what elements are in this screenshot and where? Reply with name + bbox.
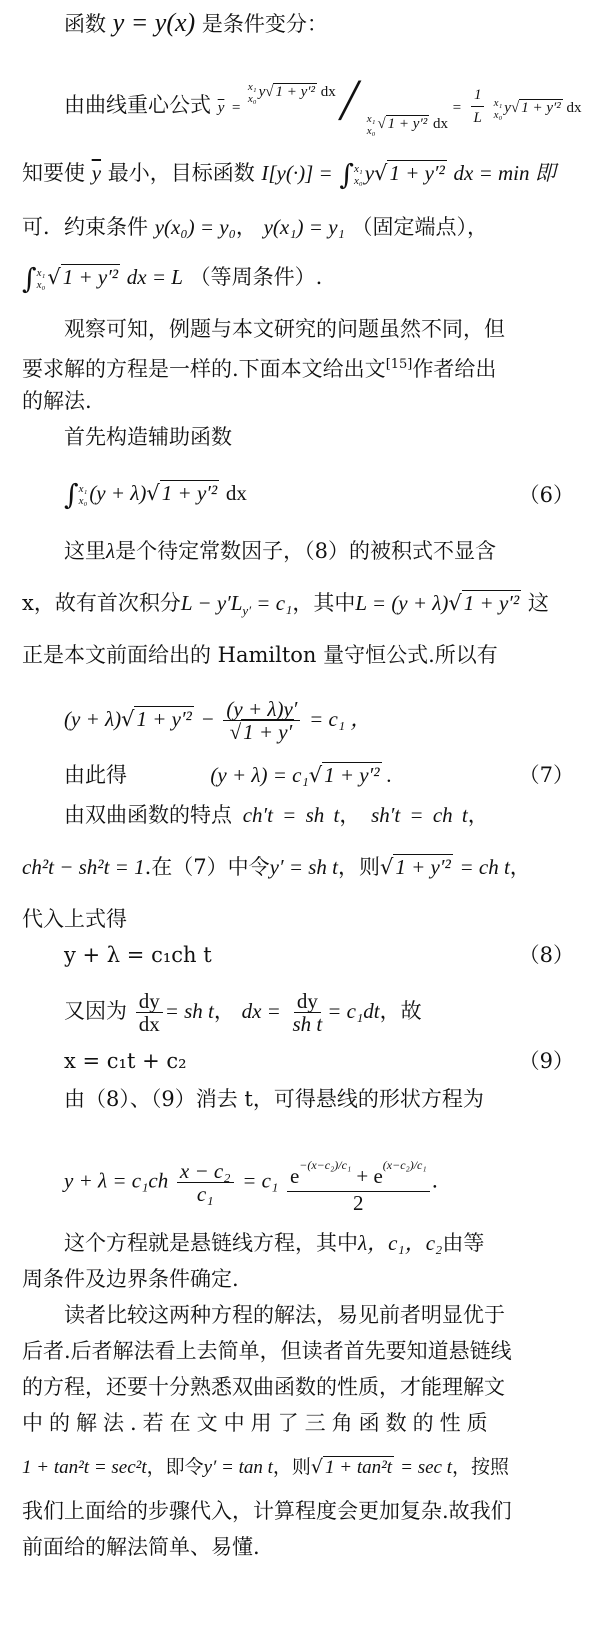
text: ， — [213, 999, 235, 1023]
lower-limit: x₀ — [36, 278, 46, 291]
dx: dx — [566, 100, 582, 116]
num: x − c₂ — [177, 1160, 234, 1183]
constraint-line — [22, 212, 488, 242]
sqrt-body: 1 + y′² — [395, 855, 451, 879]
text: 是条件变分： — [201, 12, 328, 36]
lower-limit: x₀ — [354, 174, 363, 187]
isoperimetric-line: ∫ x₁ x₀ √1 + y′² dx = L （等周条件）. — [22, 262, 323, 295]
lower-limit: x₀ — [247, 92, 257, 105]
text: ， — [339, 803, 361, 827]
text: = c₁ — [251, 591, 293, 615]
one-over-L — [471, 84, 485, 129]
equation-8: y + λ = c₁ch t — [64, 943, 212, 967]
first-integral: L − y′L — [180, 591, 243, 615]
den: dx — [138, 1012, 160, 1036]
den: 2 — [352, 1191, 364, 1215]
objective-line: 知要使 $\overline{y}$ 最小，目标函数 I[y(·)] = ∫ x₁ x₀ y√1 + y′² dx = min 即 — [22, 158, 556, 191]
integral-sign: ∫ — [64, 478, 79, 511]
text: 又因为 — [64, 999, 127, 1023]
text: dx = — [241, 999, 281, 1023]
text: ，即令 — [146, 1456, 204, 1478]
separator: ， — [235, 215, 257, 239]
line-1 — [64, 8, 328, 39]
den: √1 + y′ — [229, 720, 293, 744]
fraction — [136, 990, 163, 1035]
fraction — [287, 1150, 430, 1214]
paragraph-line: x，故有首次积分$L - y'L_{y'} = c_1$，其中L = (y + λ)√1 + y′² 这 — [22, 591, 549, 619]
paragraph-line: 后者.后者解法看上去简单，但读者首先要知道悬链线 — [22, 1339, 512, 1363]
paragraph-line — [64, 990, 422, 1035]
text: ，则 — [272, 1456, 311, 1478]
sqrt-body: 1 + y′² — [161, 481, 218, 505]
equation-number: （7） — [518, 763, 574, 787]
sqrt-body: 1 + y′² — [275, 84, 316, 100]
text: y + λ = c₁ch — [64, 1168, 169, 1193]
text: ，则 — [338, 855, 380, 879]
sqrt-body: 1 + tan²t — [325, 1457, 393, 1478]
hamilton-equation: (y + λ)√1 + y′² − $\frac{(y + \lambda)y'}{√1 + y'}$ = c₁ ， — [64, 697, 372, 744]
equation-number: （8） — [518, 943, 574, 967]
lagrangian: L = (y + λ) — [355, 591, 449, 615]
variables: λ，c₁，c₂ — [358, 1231, 443, 1255]
text: dx = min 即 — [453, 161, 556, 185]
equation-number: （9） — [518, 1049, 574, 1073]
text: ch′t = sh t — [242, 803, 340, 827]
sqrt-body: 1 + y′² — [136, 707, 192, 731]
dx: dx — [225, 481, 247, 505]
text: ，按照 — [452, 1456, 510, 1478]
upper-limit: x₁ — [247, 80, 257, 93]
text: (y + λ) — [64, 707, 122, 731]
text: = ch t — [459, 855, 510, 879]
text: (y + λ) — [89, 481, 147, 505]
text: (y + λ) = c₁ — [210, 763, 309, 787]
text: 是个待定常数因子，（8）的被积式不显含 — [115, 539, 496, 563]
text: 作者给出 — [412, 357, 497, 381]
e: e — [289, 1164, 300, 1188]
y-bar: $\overline{y}$ — [91, 161, 102, 185]
den: L — [473, 110, 482, 126]
centroid-formula-line — [64, 80, 582, 137]
text: 这个方程就是悬链线方程，其中 — [64, 1231, 358, 1255]
sqrt-body: 1 + y′² — [463, 591, 520, 615]
text: x，故有首次积分 — [22, 591, 181, 615]
lower-limit: x₀ — [366, 124, 376, 137]
text: 最小，目标函数 — [107, 161, 255, 185]
y-bar: $\overline{y}$ — [217, 100, 225, 116]
paragraph-line: 1 + tan²t = sec²t，即令y′ = tan t，则√ 1 + tan²t = sec t，按照 — [22, 1456, 510, 1478]
text: （固定端点）， — [351, 215, 489, 239]
text: （等周条件）. — [189, 265, 323, 289]
exponent: (x−c₂)/c₁ — [382, 1158, 427, 1172]
text: = c₁ ， — [309, 707, 372, 731]
text: 函数 — [64, 12, 106, 36]
text: 由等 — [442, 1231, 485, 1255]
paragraph-line: 周条件及边界条件确定. — [22, 1267, 239, 1291]
upper-limit: x₁ — [78, 482, 88, 495]
text: = c₁dt — [327, 999, 380, 1023]
text: 这 — [527, 591, 549, 615]
text: ，其中 — [292, 591, 356, 615]
dx: dx — [432, 116, 448, 132]
eq-sign: = — [231, 100, 242, 116]
paragraph-line: 我们上面给的步骤代入，计算程度会更加复杂.故我们 — [22, 1499, 512, 1523]
text: 这里 — [64, 539, 106, 563]
subscript: y′ — [242, 603, 252, 619]
text: dx = L — [126, 265, 183, 289]
y: y — [258, 84, 266, 100]
num: (y + λ)y′ — [223, 698, 300, 721]
upper-limit: x₁ — [354, 162, 363, 175]
equation-9: x = c₁t + c₂ — [64, 1049, 187, 1073]
num: dy — [136, 990, 163, 1013]
catenary-equation — [64, 1150, 438, 1214]
upper-limit: x₁ — [366, 112, 376, 125]
text: 知要使 — [22, 161, 85, 185]
fraction — [290, 990, 326, 1035]
text: 可．约束条件 — [22, 215, 148, 239]
text: . — [431, 1168, 439, 1193]
paragraph-line — [22, 350, 496, 384]
text: ，故 — [379, 999, 422, 1023]
dx: dx — [320, 84, 336, 100]
y: y — [364, 161, 375, 185]
sqrt-body: 1 + y′² — [389, 161, 445, 185]
integral-sign: ∫ — [22, 262, 37, 295]
boundary-condition-2: y(x₁) = y₁ — [263, 215, 345, 239]
num: dy — [294, 990, 321, 1013]
text: 由双曲函数的特点 — [64, 803, 232, 827]
text: .在（7）中令 — [144, 855, 270, 879]
text: 要求解的方程是一样的.下面本文给出文 — [22, 357, 386, 381]
lower-limit: x₀ — [493, 108, 503, 121]
num — [287, 1150, 430, 1192]
paragraph-line — [64, 800, 489, 830]
text: . — [381, 763, 393, 787]
division-slash: ╱ — [339, 81, 361, 121]
text: = sh t — [164, 999, 214, 1023]
text: + e — [356, 1164, 383, 1188]
denominator-integral: x₁ x₀ √ 1 + y′² dx — [366, 112, 448, 137]
paragraph-line — [64, 1228, 484, 1258]
text: = c₁ — [242, 1168, 279, 1193]
identity: 1 + tan²t = sec²t — [22, 1457, 147, 1478]
sqrt-body: 1 + y′² — [387, 116, 428, 132]
lower-limit: x₀ — [78, 494, 88, 507]
paragraph-line: 的解法. — [22, 389, 92, 413]
paragraph-line: 正是本文前面给出的 Hamilton 量守恒公式.所以有 — [22, 643, 498, 667]
minus: − — [200, 707, 215, 731]
paragraph-line: 前面给的解法简单、易懂. — [22, 1535, 260, 1559]
upper-limit: x₁ — [493, 96, 503, 109]
sqrt-body: 1 + y′² — [521, 100, 561, 116]
integral: x₁ x₀ y√ 1 + y′² dx — [493, 96, 582, 121]
num: 1 — [471, 84, 485, 107]
text: ， — [467, 803, 489, 827]
equation-7-line: 由此得 (y + λ) = c₁√1 + y′² . — [64, 763, 393, 787]
paragraph-line: 由（8）、（9）消去 t，可得悬线的形状方程为 — [64, 1087, 484, 1111]
boundary-condition-1: y(x₀) = y₀ — [154, 215, 236, 239]
numerator-integral: x₁ x₀ y√ 1 + y′² dx — [247, 80, 336, 105]
substitution: y′ = tan t — [203, 1457, 273, 1478]
text: sh′t = ch t — [371, 803, 468, 827]
identity: ch²t − sh²t = 1 — [22, 855, 145, 879]
den: c₁ — [196, 1181, 214, 1206]
text: 由此得 — [64, 763, 127, 787]
integral-sign: ∫ — [339, 158, 354, 191]
sqrt-body: 1 + y′² — [324, 763, 380, 787]
function-notation: y = y(x) — [112, 8, 196, 37]
paragraph-line: 观察可知，例题与本文研究的问题虽然不同，但 — [64, 317, 505, 341]
paragraph-line: 首先构造辅助函数 — [64, 425, 232, 449]
label: 由曲线重心公式 — [64, 93, 211, 117]
substitution: y′ = sh t — [269, 855, 338, 879]
sqrt-body: 1 + y′ — [243, 720, 293, 744]
objective-function: I[y(·)] = — [261, 161, 333, 185]
fraction — [177, 1160, 234, 1205]
eq-sign: = — [451, 100, 462, 116]
sqrt-body: 1 + y′² — [62, 265, 119, 289]
text: = sec t — [400, 1457, 452, 1478]
fraction — [223, 698, 300, 743]
paragraph-line: 代入上式得 — [22, 907, 127, 931]
paragraph-line: ch²t − sh²t = 1.在（7）中令y′ = sh t，则√1 + y′² = ch t， — [22, 855, 531, 879]
y: y — [504, 100, 511, 116]
equation-number: （6） — [518, 483, 574, 507]
upper-limit: x₁ — [36, 266, 46, 279]
paragraph-line: 的方程，还要十分熟悉双曲函数的性质，才能理解文 — [22, 1375, 505, 1399]
lambda: λ — [106, 539, 116, 563]
den: sh t — [292, 1012, 323, 1036]
paragraph-line: 中的解法.若在文中用了三角函数的性质 — [22, 1411, 494, 1435]
exponent: −(x−c₂)/c₁ — [299, 1158, 352, 1172]
equation-6: ∫ x₁ x₀ (y + λ)√1 + y′² dx — [64, 478, 247, 511]
citation: [15] — [385, 357, 413, 372]
text: ， — [509, 855, 531, 879]
paragraph-line — [64, 536, 496, 566]
paragraph-line: 读者比较这两种方程的解法，易见前者明显优于 — [64, 1303, 505, 1327]
